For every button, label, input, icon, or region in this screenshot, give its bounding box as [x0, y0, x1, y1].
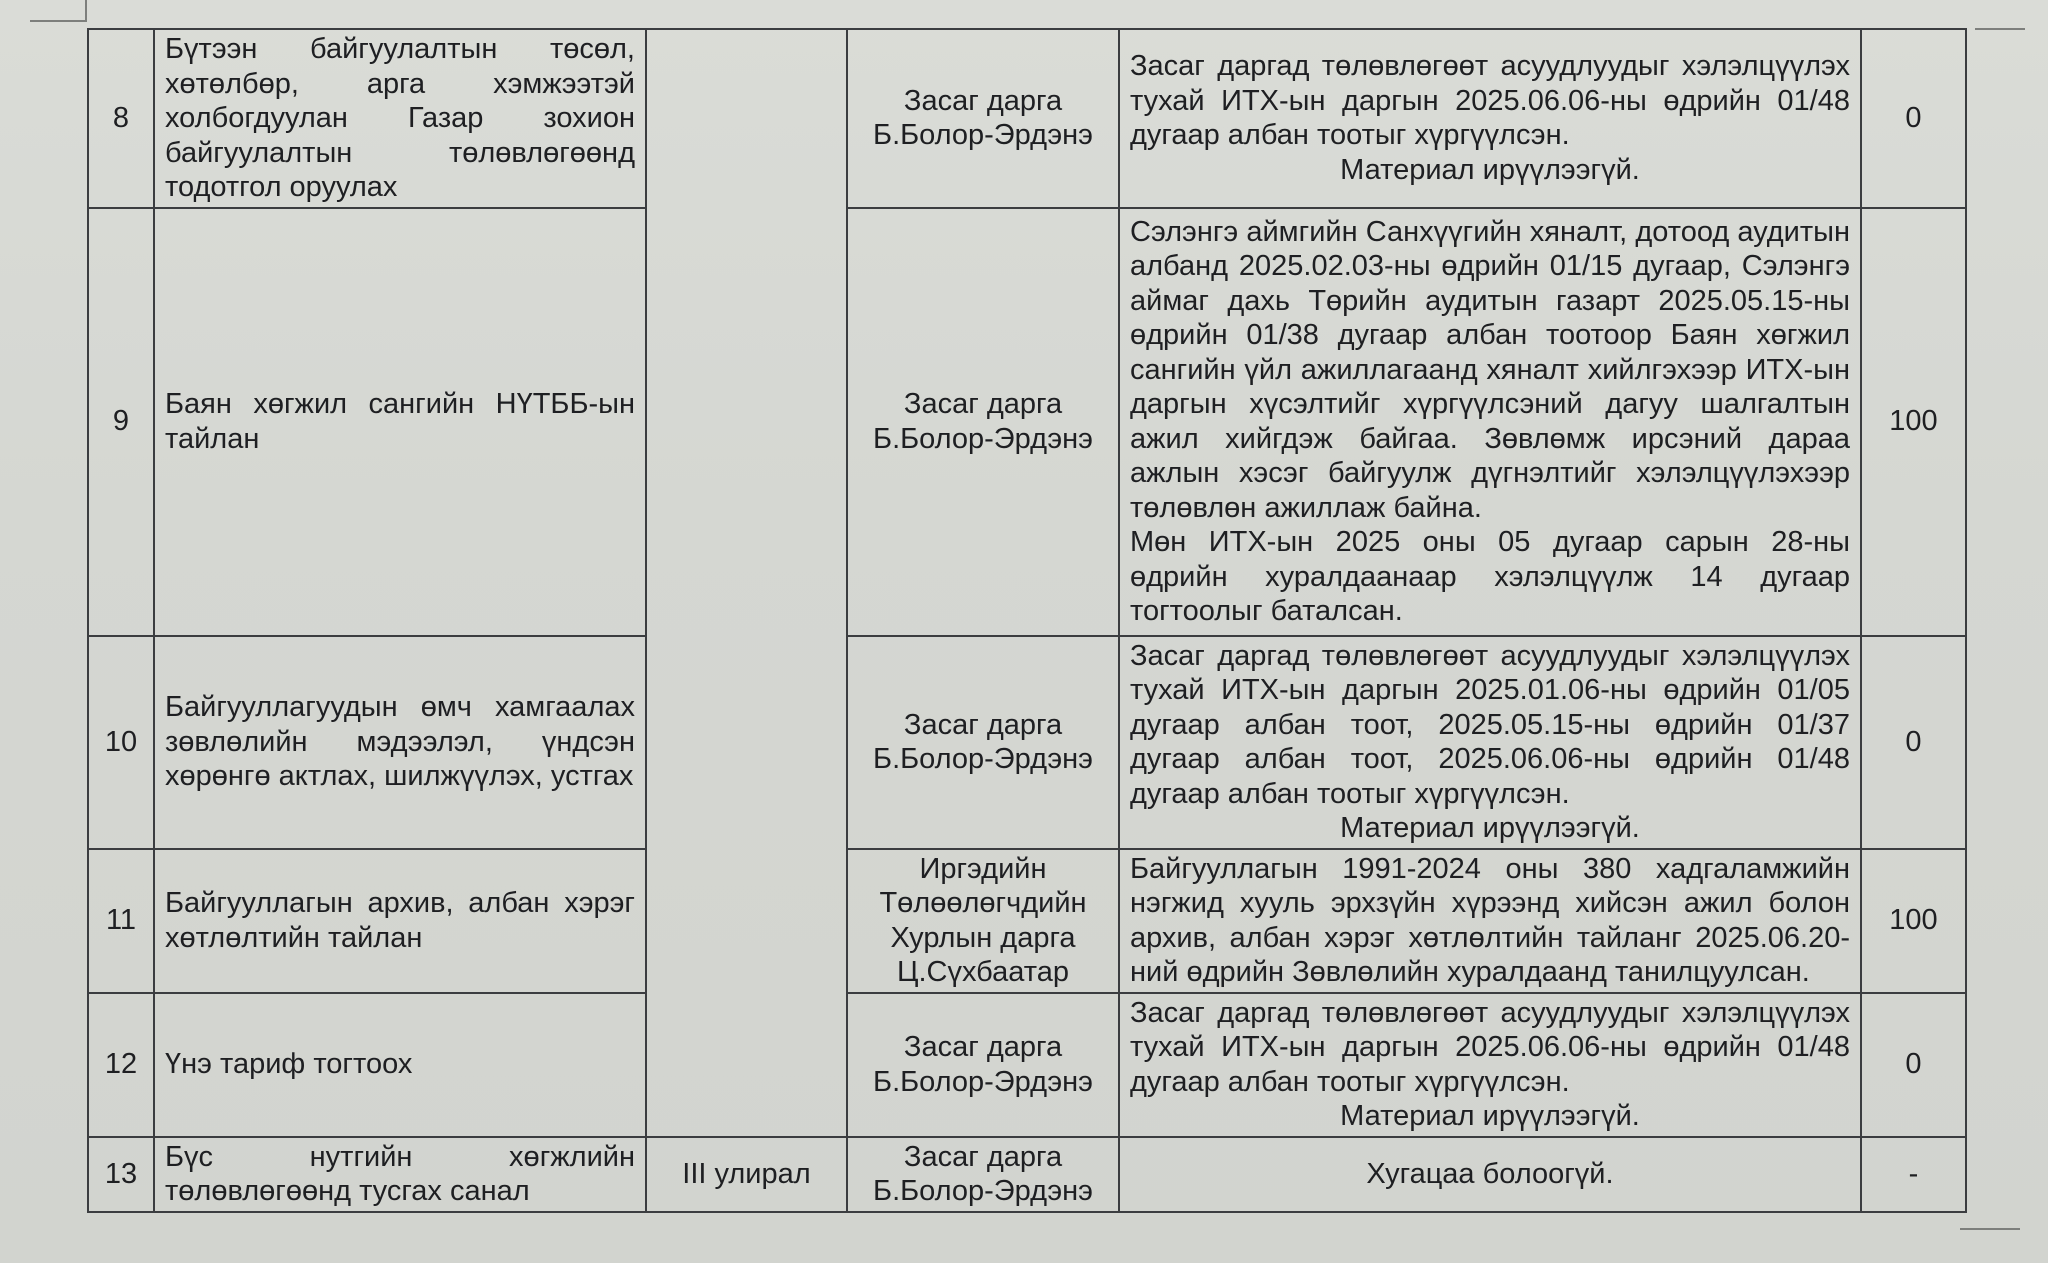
- responsible-cell: [847, 1137, 1119, 1212]
- table-row: [88, 849, 1966, 993]
- row-number: 10: [88, 636, 154, 849]
- result-cell: [1119, 849, 1861, 993]
- result-text: Засаг даргад төлөвлөгөөт асуудлуудыг хэлэлцүүлэх тухай ИТХ-ын даргын 2025.06.06-ны өдрийн 01/48 дугаар албан тоотыг хүргүүлсэн.: [1130, 996, 1850, 1098]
- percent-cell: -: [1861, 1137, 1966, 1212]
- responsible-name: Б.Болор-Эрдэнэ: [873, 1065, 1093, 1098]
- responsible-title-line-3: Хурлын дарга: [890, 921, 1076, 954]
- table-row: [88, 29, 1966, 208]
- result-cell: [1119, 993, 1861, 1137]
- task-cell: Байгууллагуудын өмч хамгаалах зөвлөлийн мэдээлэл, үндсэн хөрөнгө актлах, шилжүүлэх, устгах: [154, 636, 646, 849]
- responsible-title: Засаг дарга: [903, 1031, 1063, 1063]
- task-cell: Бүс нутгийн хөгжлийн төлөвлөгөөнд тусгах санал: [154, 1137, 646, 1212]
- result-text-additional: Мөн ИТХ-ын 2025 оны 05 дугаар сарын 28-ны өдрийн хуралдаанаар хэлэлцүүлж 14 дугаар тогтоолыг баталсан.: [1130, 526, 1850, 627]
- table-row: [88, 208, 1966, 636]
- responsible-name: Б.Болор-Эрдэнэ: [873, 119, 1093, 152]
- result-text: Байгууллагын 1991-2024 оны 380 хадгаламжийн нэгжид хууль эрхзүйн хүрээнд хийсэн ажил болон архив, албан хэрэг хөтлөлтийн тайланг 2025.06.20-ний өдрийн Зөвлөлийн хуралдаанд танилцуулсан.: [1130, 852, 1850, 988]
- crop-mark-top-right: [1975, 28, 2025, 30]
- report-table: [87, 28, 1967, 1213]
- task-cell: Бүтээн байгуулалтын төсөл, хөтөлбөр, арга хэмжээтэй холбогдуулан Газар зохион байгуулалтын төлөвлөгөөнд тодотгол оруулах: [154, 29, 646, 208]
- result-cell: [1119, 29, 1861, 208]
- percent-cell: 0: [1861, 636, 1966, 849]
- row-number: 11: [88, 849, 154, 993]
- result-text: Засаг даргад төлөвлөгөөт асуудлуудыг хэлэлцүүлэх тухай ИТХ-ын даргын 2025.01.06-ны өдрийн 01/05 дугаар албан тоот, 2025.05.15-ны өдрийн 01/37 дугаар албан тоот, 2025.06.06-ны өдрийн 01/48 дугаар албан тоотыг хүргүүлсэн.: [1130, 639, 1850, 810]
- period-cell: III улирал: [646, 1137, 847, 1212]
- responsible-name: Б.Болор-Эрдэнэ: [873, 422, 1093, 455]
- crop-mark-top-left: [30, 20, 85, 22]
- percent-cell: 0: [1861, 29, 1966, 208]
- row-number: 12: [88, 993, 154, 1137]
- responsible-title-line-2: Төлөөлөгчдийн: [879, 887, 1087, 919]
- responsible-cell: [847, 208, 1119, 636]
- table-row: [88, 636, 1966, 849]
- result-note: Хугацаа болоогүй.: [1366, 1157, 1614, 1190]
- result-note: Материал ирүүлээгүй.: [1340, 153, 1640, 186]
- responsible-name: Ц.Сүхбаатар: [897, 956, 1069, 988]
- responsible-cell: [847, 29, 1119, 208]
- result-cell: [1119, 208, 1861, 636]
- percent-cell: 0: [1861, 993, 1966, 1137]
- responsible-title: Засаг дарга: [903, 1140, 1063, 1173]
- period-cell-merged: [646, 29, 847, 1137]
- responsible-name: Б.Болор-Эрдэнэ: [873, 1175, 1093, 1207]
- crop-mark-bottom-right: [1960, 1228, 2020, 1230]
- percent-cell: 100: [1861, 849, 1966, 993]
- responsible-title: Засаг дарга: [903, 388, 1063, 420]
- responsible-cell: [847, 849, 1119, 993]
- result-note: Материал ирүүлээгүй.: [1340, 1100, 1640, 1132]
- result-text: Сэлэнгэ аймгийн Санхүүгийн хяналт, дотоод аудитын албанд 2025.02.03-ны өдрийн 01/15 дугаар, Сэлэнгэ аймаг дахь Төрийн аудитын газарт 2025.05.15-ны өдрийн 01/38 дугаар албан тоотоор Баян хөгжил сангийн үйл ажиллагаанд хяналт хийлгэхээр ИТХ-ын даргын хүсэлтийг хүргүүлсэний дагуу шалгалтын ажил хийгдэж байгаа. Зөвлөмж ирсэний дараа ажлын хэсэг байгуулж дүгнэлтийг хэлэлцүүлэхээр төлөвлөн ажиллаж байна.: [1130, 215, 1850, 524]
- responsible-cell: [847, 993, 1119, 1137]
- table-row: [88, 1137, 1966, 1212]
- result-text: Засаг даргад төлөвлөгөөт асуудлуудыг хэлэлцүүлэх тухай ИТХ-ын даргын 2025.06.06-ны өдрийн 01/48 дугаар албан тоотыг хүргүүлсэн.: [1130, 50, 1850, 152]
- row-number: 13: [88, 1137, 154, 1212]
- responsible-title: Иргэдийн: [919, 852, 1047, 885]
- responsible-name: Б.Болор-Эрдэнэ: [873, 743, 1093, 775]
- task-cell: Үнэ тариф тогтоох: [154, 993, 646, 1137]
- table-row: [88, 993, 1966, 1137]
- task-cell: Байгууллагын архив, албан хэрэг хөтлөлтийн тайлан: [154, 849, 646, 993]
- responsible-title: Засаг дарга: [903, 84, 1063, 117]
- crop-mark-top-left-vertical: [85, 0, 87, 22]
- result-cell: [1119, 636, 1861, 849]
- row-number: 9: [88, 208, 154, 636]
- result-cell: [1119, 1137, 1861, 1212]
- percent-cell: 100: [1861, 208, 1966, 636]
- responsible-cell: [847, 636, 1119, 849]
- responsible-title: Засаг дарга: [903, 708, 1063, 741]
- task-cell: Баян хөгжил сангийн НҮТББ-ын тайлан: [154, 208, 646, 636]
- row-number: 8: [88, 29, 154, 208]
- result-note: Материал ирүүлээгүй.: [1340, 812, 1640, 844]
